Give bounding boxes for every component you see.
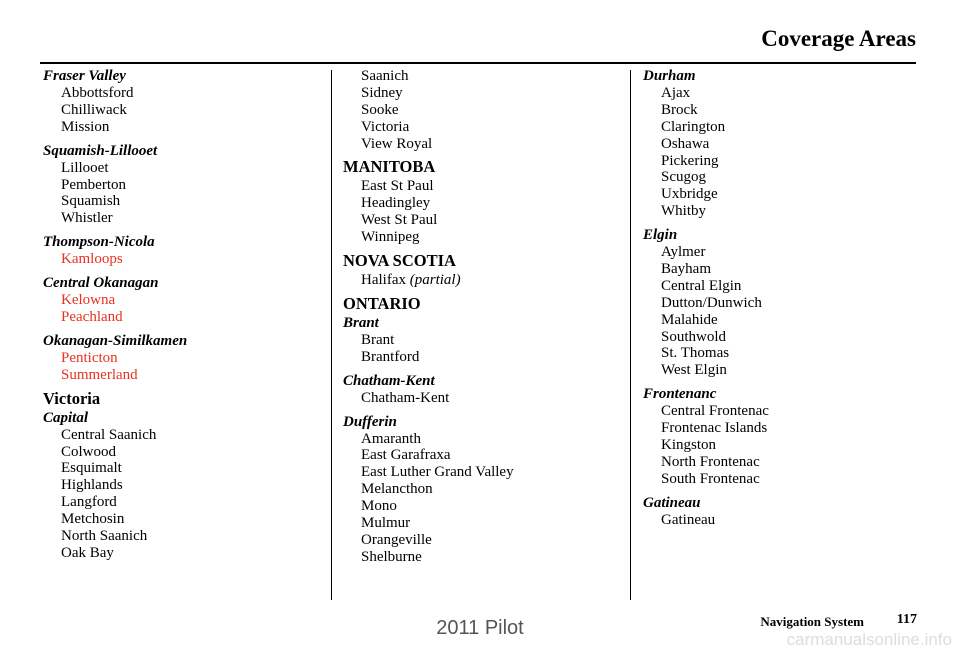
region-group bbox=[643, 495, 928, 529]
coverage-column-3 bbox=[643, 68, 928, 529]
city-name: Halifax bbox=[361, 272, 406, 289]
page-title: Coverage Areas bbox=[761, 26, 916, 51]
city-item: Metchosin bbox=[61, 511, 125, 528]
region-heading: Brant bbox=[343, 314, 379, 331]
city-item: Abbottsford bbox=[61, 85, 134, 101]
city-item: Central Frontenac bbox=[661, 403, 769, 420]
city-item-highlighted: Peachland bbox=[61, 309, 123, 326]
city-item: Kingston bbox=[661, 437, 717, 454]
city-item: Uxbridge bbox=[661, 186, 718, 203]
city-item: Bayham bbox=[661, 261, 711, 278]
watermark-label: 2011 Pilot bbox=[436, 617, 524, 639]
city-item: Mulmur bbox=[361, 515, 411, 532]
region-group bbox=[343, 373, 628, 407]
column-divider bbox=[331, 70, 332, 600]
region-group-continued bbox=[343, 68, 628, 152]
city-item: Brant bbox=[361, 331, 395, 348]
city-item: East Luther Grand Valley bbox=[361, 464, 514, 481]
city-item: Malahide bbox=[661, 311, 718, 328]
region-heading: Okanagan-Similkamen bbox=[43, 332, 188, 349]
region-heading: Dufferin bbox=[343, 413, 397, 430]
city-item: Southwold bbox=[661, 328, 727, 345]
city-item: Central Elgin bbox=[661, 277, 742, 294]
city-item: Whitby bbox=[661, 203, 706, 220]
region-group bbox=[643, 68, 928, 220]
city-item: View Royal bbox=[361, 135, 433, 152]
city-item: Mission bbox=[61, 118, 110, 135]
city-item: Lillooet bbox=[61, 159, 109, 176]
page-header bbox=[40, 24, 916, 64]
city-list bbox=[343, 272, 628, 289]
city-item: Central Saanich bbox=[61, 426, 157, 443]
city-item: Squamish bbox=[61, 193, 121, 210]
city-list bbox=[43, 350, 328, 384]
province-heading: MANITOBA bbox=[343, 157, 436, 177]
region-group bbox=[43, 275, 328, 326]
city-list bbox=[43, 292, 328, 326]
region-heading: Frontenanc bbox=[643, 386, 717, 403]
city-list bbox=[343, 68, 628, 152]
city-item: Winnipeg bbox=[361, 229, 420, 246]
city-list bbox=[343, 178, 628, 246]
region-heading: Gatineau bbox=[643, 494, 701, 511]
city-list bbox=[43, 251, 328, 268]
region-heading: Elgin bbox=[643, 227, 678, 244]
region-heading: Capital bbox=[43, 409, 89, 426]
city-item-highlighted: Penticton bbox=[61, 349, 118, 366]
province-group bbox=[343, 159, 628, 246]
city-item: North Saanich bbox=[61, 528, 148, 545]
city-item: Ajax bbox=[661, 85, 691, 101]
coverage-column-1 bbox=[43, 68, 328, 562]
city-list bbox=[43, 85, 328, 136]
province-group bbox=[343, 253, 628, 289]
city-list bbox=[643, 85, 928, 220]
city-list bbox=[343, 431, 628, 566]
region-heading: Durham bbox=[643, 68, 696, 84]
partial-note: (partial) bbox=[409, 272, 461, 289]
city-list bbox=[643, 244, 928, 379]
region-heading: Central Okanagan bbox=[43, 275, 159, 292]
region-heading: Chatham-Kent bbox=[343, 372, 435, 389]
province-heading: NOVA SCOTIA bbox=[343, 251, 456, 271]
city-item: Gatineau bbox=[661, 511, 716, 528]
city-item: St. Thomas bbox=[661, 345, 730, 362]
city-item: Oak Bay bbox=[61, 544, 114, 561]
region-group bbox=[343, 315, 628, 366]
city-item: Victoria bbox=[361, 118, 410, 135]
city-item: Chilliwack bbox=[61, 101, 127, 118]
city-item-highlighted: Kelowna bbox=[61, 292, 116, 309]
region-heading: Thompson-Nicola bbox=[43, 234, 155, 251]
city-item-highlighted: Summerland bbox=[61, 366, 138, 383]
city-item: Sidney bbox=[361, 84, 403, 101]
region-group bbox=[43, 68, 328, 136]
watermark-site: carmanualsonline.info bbox=[786, 630, 952, 649]
city-item: West St Paul bbox=[361, 212, 438, 229]
province-heading: ONTARIO bbox=[343, 293, 421, 313]
city-item: Oshawa bbox=[661, 135, 710, 152]
footer-section-label: Navigation System bbox=[760, 614, 864, 629]
city-list bbox=[643, 512, 928, 529]
region-group bbox=[43, 333, 328, 384]
city-item: Langford bbox=[61, 494, 117, 511]
city-list bbox=[643, 403, 928, 487]
column-divider bbox=[630, 70, 631, 600]
region-group bbox=[643, 386, 928, 487]
city-item: Pickering bbox=[661, 152, 719, 169]
city-item: Headingley bbox=[361, 195, 431, 212]
province-heading: Victoria bbox=[43, 388, 101, 408]
city-item: Brantford bbox=[361, 348, 420, 365]
city-item: Amaranth bbox=[361, 430, 421, 447]
region-group bbox=[43, 234, 328, 268]
city-item: South Frontenac bbox=[661, 470, 760, 487]
city-item: Saanich bbox=[361, 68, 409, 84]
region-heading: Squamish-Lillooet bbox=[43, 142, 158, 159]
city-item: North Frontenac bbox=[661, 453, 760, 470]
city-item: Mono bbox=[361, 498, 397, 515]
city-item: Brock bbox=[661, 101, 698, 118]
city-item-highlighted: Kamloops bbox=[61, 251, 123, 268]
city-item bbox=[361, 272, 628, 289]
city-item: Esquimalt bbox=[61, 460, 122, 477]
city-item: West Elgin bbox=[661, 362, 727, 379]
coverage-column-2 bbox=[343, 68, 628, 566]
city-item: Chatham-Kent bbox=[361, 389, 450, 406]
city-item: Sooke bbox=[361, 101, 399, 118]
city-item: East St Paul bbox=[361, 178, 434, 195]
city-list bbox=[343, 390, 628, 407]
city-item: Shelburne bbox=[361, 548, 422, 565]
city-item: Melancthon bbox=[361, 481, 433, 498]
region-heading: Fraser Valley bbox=[43, 68, 126, 84]
city-item: East Garafraxa bbox=[361, 447, 451, 464]
region-group bbox=[43, 410, 328, 562]
city-item: Whistler bbox=[61, 210, 113, 227]
city-item: Clarington bbox=[661, 118, 726, 135]
region-group bbox=[43, 143, 328, 228]
city-item: Frontenac Islands bbox=[661, 420, 768, 437]
city-item: Scugog bbox=[661, 169, 706, 186]
city-list bbox=[43, 160, 328, 228]
region-group bbox=[643, 227, 928, 379]
city-item: Colwood bbox=[61, 443, 117, 460]
city-list bbox=[43, 427, 328, 562]
city-item: Highlands bbox=[61, 477, 123, 494]
city-item: Aylmer bbox=[661, 244, 706, 261]
city-item: Dutton/Dunwich bbox=[661, 294, 762, 311]
page-number: 117 bbox=[896, 612, 917, 627]
city-item: Orangeville bbox=[361, 531, 432, 548]
city-list bbox=[343, 332, 628, 366]
city-item: Pemberton bbox=[61, 176, 126, 193]
region-group bbox=[343, 414, 628, 566]
